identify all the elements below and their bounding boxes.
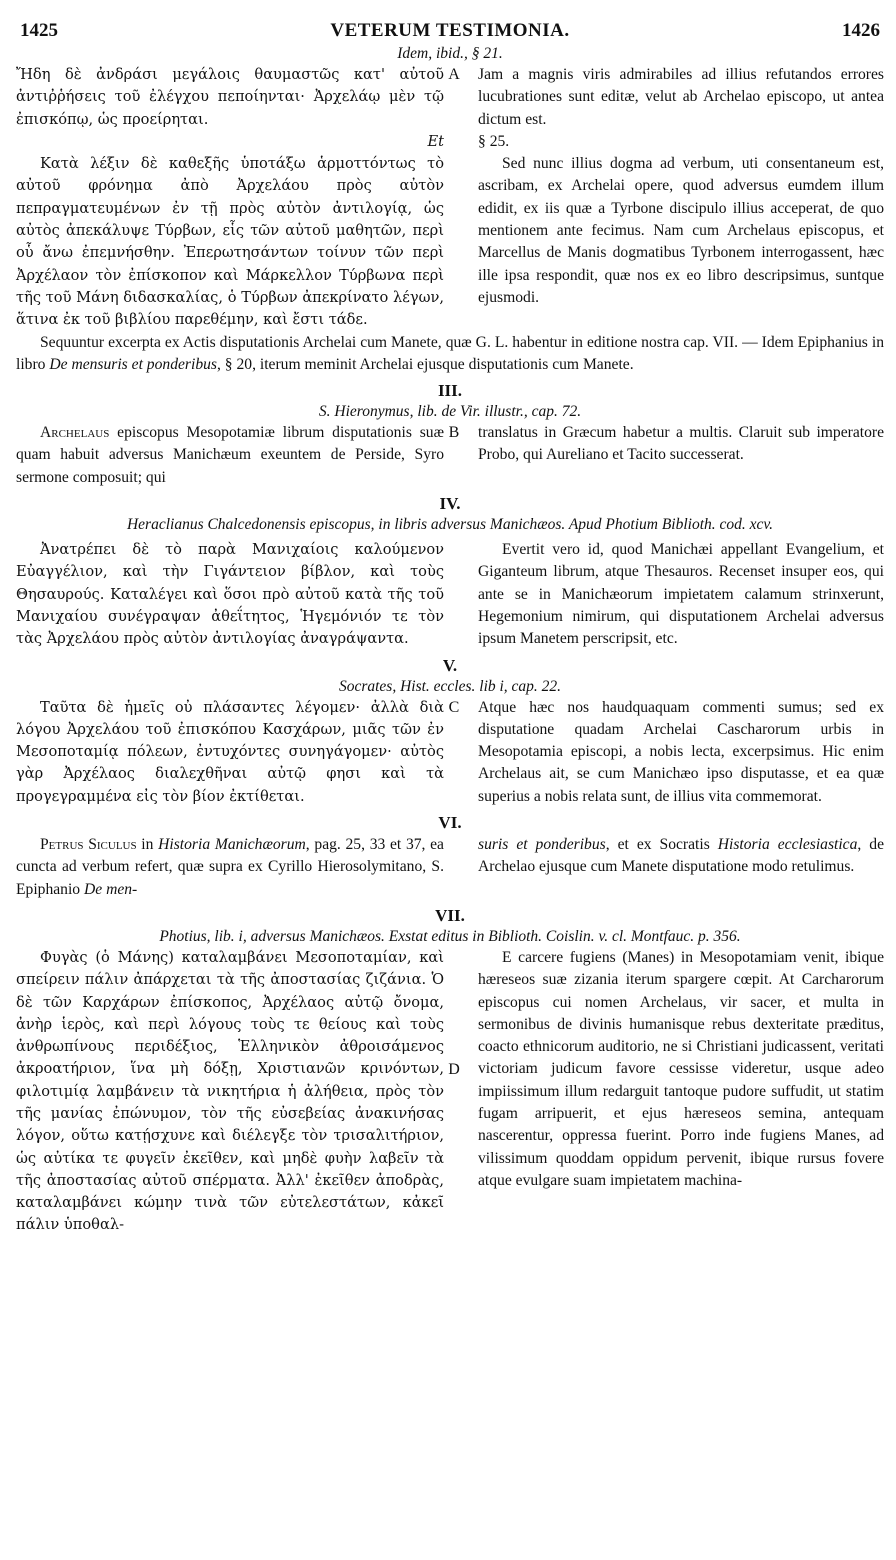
greek-text: Φυγὰς (ὁ Μάνης) καταλαμβάνει Μεσοποταμίαν, καὶ σπείρειν πάλιν ἀπάρχεται τὰ τῆς ἀποστασίας ζιζάνια. Ὁ δὲ τῶν Καρχάρων ἐπίσκοπος, Ἀρχέλαος αὐτῷ ὄνομα, ἀνὴρ ἱερὸς, καὶ περὶ λόγους τοὺς τε θείους καὶ τοὺς ἀνθρωπίνους περιδέξιος, Ἑλληνικὸν ἀθροισάμενος ἀκροατήριον, ἵνα μὴ δόξῃ, Χριστιανῶν κρινόντων, φιλοτιμίᾳ λαμβάνειν τὰ νικητήρια ἡ ἀλήθεια, πρὸς τὸν τῆς μανίας ἐπώνυμον, τὸν τῆς εὐσεβείας ἀνακινήσας λόγον, οὕτω κατῄσχυνε καὶ διέλεγξε τὸν τρισαλιτήριον, ὡς αὐτίκα τε φυγεῖν ἐκεῖθεν, καὶ μηδὲ φυὴν λαβεῖν τὰ τῆς ἀποστασίας αὐτοῦ σπέρματα. Ἀλλ' ἐκεῖθεν ἀποδρὰς, καταλαμβάνει κώμην τινὰ τῶν εὐτελεστάτων, κἀκεῖ πάλιν ὑποθαλ- xyxy=(16,948,444,1234)
latin-text: Jam a magnis viris admirabiles ad illius refutandos errores lucubrationes sunt editæ, velut ab Archelao episcopo, ut antea dictum est. xyxy=(478,66,884,128)
latin-text: Evertit vero id, quod Manichæi appellant Evangelium, et Giganteum librum, atque Thesauros. Recenset insuper eos, qui ante se in Manichæorum impietatem calamum strinxerunt, Hegemonium nimirum, qui disputationem Archelai adversus ipsum Manetem perscripsit, etc. xyxy=(478,541,884,648)
source-subhead-left: Et xyxy=(427,132,444,150)
section-5-row xyxy=(16,697,884,808)
section-number: VII. xyxy=(435,905,465,925)
source-heading: Photius, lib. i, adversus Manichæos. Exstat editus in Biblioth. Coislin. v. cl. Montfauc. p. 356. xyxy=(159,927,741,945)
source-heading: Heraclianus Chalcedonensis episcopus, in libris adversus Manichæos. Apud Photium Biblioth. cod. xcv. xyxy=(126,516,774,534)
latin-text: E carcere fugiens (Manes) in Mesopotamiam venit, ibique hæreseos suæ zizania iterum spargere cœpit. At Carcharorum episcopus cui nomen Archelaus, vir sacer, et multa in sermonibus de divinis humanisque rebus dexteritate præditus, coacto ethnicorum auditorio, ne si Christiani judicassent, veritati victoriam judicum favore cessisse videretur, usque adeo impiissimum illum redarguit tantoque pudore suffudit, ut statim fugam arripuerit, et ejus hæreseos semina, antequam nascerentur, oppressa fuerint. Porro inde fugiens Manes, ad vilissimum quoddam oppidum pervenit, ibique rursus fovere atque evulgare suam impietatem machina- xyxy=(478,948,884,1189)
left-page-number: 1425 xyxy=(20,20,58,41)
section-number: III. xyxy=(437,381,463,401)
page-title: VETERUM TESTIMONIA. xyxy=(330,20,570,41)
margin-letter: D xyxy=(448,1060,460,1078)
greek-text: Ἀνατρέπει δὲ τὸ παρὰ Μανιχαίοις καλούμενον Εὐαγγέλιον, καὶ τὴν Γιγάντειον βίβλον, καὶ τοὺς Θησαυρούς. Καταλέγει καὶ ὅσοι πρὸ αὐτοῦ κατὰ τῆς τοῦ Μανιχαίου συνέγραψαν ἀθεΐτητος, Ἡγεμόνιόν τε τὸν τὰς Ἀρχελάου πρὸς αὐτὸν ἀντιλογίας ἀναγράψαντα. xyxy=(16,541,444,648)
latin-text-right: suris et ponderibus, et ex Socratis Historia ecclesiastica, de Archelao ejusque cum Manete disputatione modo retulimus. xyxy=(478,836,885,876)
right-page-number: 1426 xyxy=(842,20,880,41)
latin-text-right: translatus in Græcum habetur a multis. Claruit sub imperatore Probo, qui Aureliano et Tacito successerat. xyxy=(478,424,884,464)
section-4-row xyxy=(16,539,884,650)
editorial-note: Sequuntur excerpta ex Actis disputationis Archelai cum Manete, quæ G. L. habentur in editione nostra cap. VII. — Idem Epiphanius in libro De mensuris et ponderibus, § 20, iterum meminit Archelai ejusque disputationis cum Manete. xyxy=(16,333,884,373)
greek-text: Ταῦτα δὲ ἡμεῖς οὐ πλάσαντες λέγομεν· ἀλλὰ διὰ λόγου Ἀρχελάου τοῦ ἐπισκόπου Κασχάρων, μιᾶς τῶν ἐν Μεσοποταμίᾳ πόλεων, ἐντυχόντες συνηγάγομεν· αὐτὸς γὰρ Ἀρχέλαος διαλεχθῆναι αὐτῷ φησι καὶ τὰ προγεγραμμένα εἰς τὸν βίον ἐκτίθεται. xyxy=(16,698,444,805)
running-header xyxy=(16,18,884,44)
section-number: IV. xyxy=(439,494,461,514)
section-idem-row xyxy=(16,64,884,131)
source-heading-idem: Idem, ibid., § 21. xyxy=(397,45,503,62)
latin-text: Atque hæc nos haudquaquam commenti sumus; sed ex disputatione quadam Archelai Cascharorum urbis in Mesopotamia episcopi, a nobis lecta, excerpsimus. Hic enim Archelaus ait, se cum Manichæo ipso disputasse, et ea quæ superius a nobis relata sunt, de illius vita commemorat. xyxy=(478,698,884,805)
source-heading: Socrates, Hist. eccles. lib i, cap. 22. xyxy=(338,677,562,695)
greek-text: Κατὰ λέξιν δὲ καθεξῆς ὑποτάξω ἁρμοττόντως τὸ αὐτοῦ φρόνημα ἀπὸ Ἀρχελάου πρὸς αὐτὸν πεπραγματευμένων ἐν τῇ πρὸς αὐτὸν ἀντιλογίᾳ, ὡς αὐτὸς ἀπεκάλυψε Τύρβων, εἷς τῶν αὐτοῦ μαθητῶν, περὶ οὗ ἄνω ἐπεμνήσθην. Ἐπερωτησάντων τοίνυν τῶν περὶ Ἀρχέλαον τὸν ἐπίσκοπον καὶ Μάρκελλον Τύρβωνα περὶ τῆς τοῦ Μάνη διδασκαλίας, ὁ Τύρβων ἀπεκρίνατο λέγων, ἅτινα ἐκ τοῦ βιβλίου παρεθέμην, καὶ ἔστι τάδε. xyxy=(16,155,444,329)
latin-text-left: Archelaus episcopus Mesopotamiæ librum disputationis suæ quam habuit adversus Manichæum exeuntem de Perside, Syro sermone composuit; qui xyxy=(16,424,444,486)
source-heading: S. Hieronymus, lib. de Vir. illustr., cap. 72. xyxy=(318,403,582,421)
source-subhead-right: § 25. xyxy=(478,132,510,150)
section-6-row xyxy=(16,834,884,901)
section-number: VI. xyxy=(438,813,462,833)
section-idem-subhead xyxy=(16,131,884,153)
section-idem-row-2 xyxy=(16,153,884,331)
margin-letter: A xyxy=(448,66,460,83)
latin-text: Sed nunc illius dogma ad verbum, uti consentaneum est, ascribam, ex Archelai opere, quod adversus eumdem illum edidit, ex iis quæ a Tyrbone discipulo illius acceperat, de quo mentionem ante fecimus. Nam cum Archelaus episcopus, et Marcellus de Manis dogmatibus Tyrbonem interrogassent, hæc ille ipsa respondit, quæ nos ex eo libro descripsimus, suntque ejusmodi. xyxy=(478,155,884,306)
margin-letter: B xyxy=(448,424,460,442)
section-number: V. xyxy=(442,655,458,675)
latin-text-left: Petrus Siculus in Historia Manichæorum, pag. 25, 33 et 37, ea cuncta ad verbum refert, quæ supra ex Cyrillo Hierosolymitano, S. Epiphanio De men- xyxy=(16,836,444,898)
section-7-row xyxy=(16,947,884,1237)
margin-letter: C xyxy=(448,698,460,716)
greek-text: Ἤδη δὲ ἀνδράσι μεγάλοις θαυμαστῶς κατ' αὐτοῦ ἀντιῤῥήσεις τοῦ ἐλέγχου πεποίηνται· Ἀρχελάῳ μὲν τῷ ἐπισκόπῳ, ὡς προείρηται. xyxy=(16,66,444,128)
section-3-row xyxy=(16,422,884,489)
